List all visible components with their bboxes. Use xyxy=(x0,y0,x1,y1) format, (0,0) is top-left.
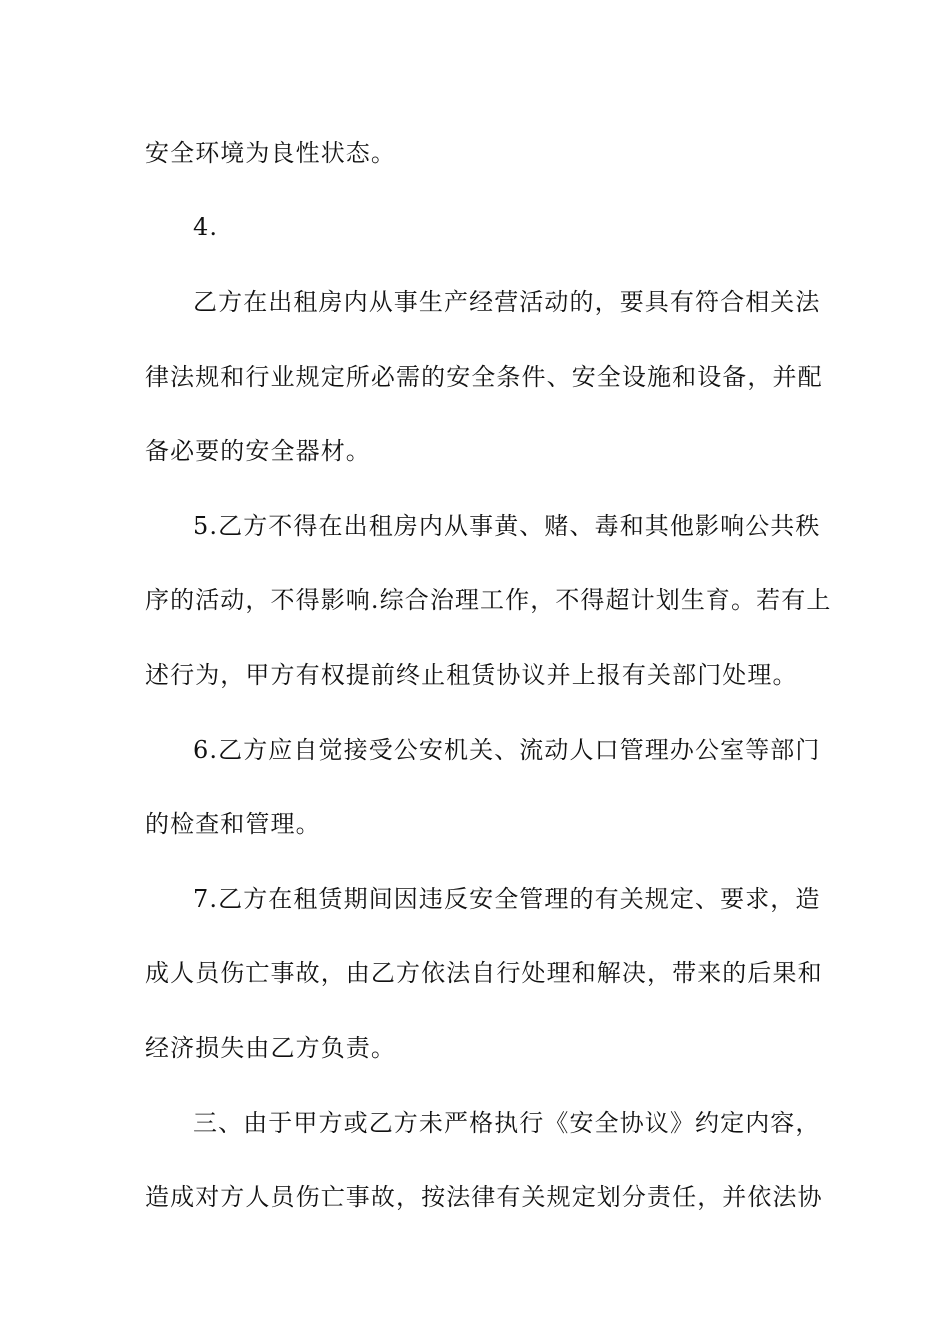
text-line-12: 成人员伤亡事故，由乙方依法自行处理和解决，带来的后果和 xyxy=(145,959,823,987)
text-line-13: 经济损失由乙方负责。 xyxy=(145,1034,396,1062)
text-line-5: 备必要的安全器材。 xyxy=(145,437,371,465)
text-line-8: 述行为，甲方有权提前终止租赁协议并上报有关部门处理。 xyxy=(145,661,798,689)
item-4-number: 4. xyxy=(193,213,219,241)
text-line-1: 安全环境为良性状态。 xyxy=(145,139,396,167)
text-line-10: 的检查和管理。 xyxy=(145,810,321,838)
text-line-9: 6.乙方应自觉接受公安机关、流动人口管理办公室等部门 xyxy=(193,736,821,764)
text-line-4: 律法规和行业规定所必需的安全条件、安全设施和设备，并配 xyxy=(145,363,823,391)
text-line-15: 造成对方人员伤亡事故，按法律有关规定划分责任，并依法协 xyxy=(145,1183,823,1211)
text-line-7: 序的活动，不得影响.综合治理工作，不得超计划生育。若有上 xyxy=(145,586,832,614)
text-line-14: 三、由于甲方或乙方未严格执行《安全协议》约定内容， xyxy=(193,1109,821,1137)
text-line-6: 5.乙方不得在出租房内从事黄、赌、毒和其他影响公共秩 xyxy=(193,512,821,540)
text-line-3: 乙方在出租房内从事生产经营活动的，要具有符合相关法 xyxy=(193,288,821,316)
text-line-11: 7.乙方在租赁期间因违反安全管理的有关规定、要求，造 xyxy=(193,885,821,913)
